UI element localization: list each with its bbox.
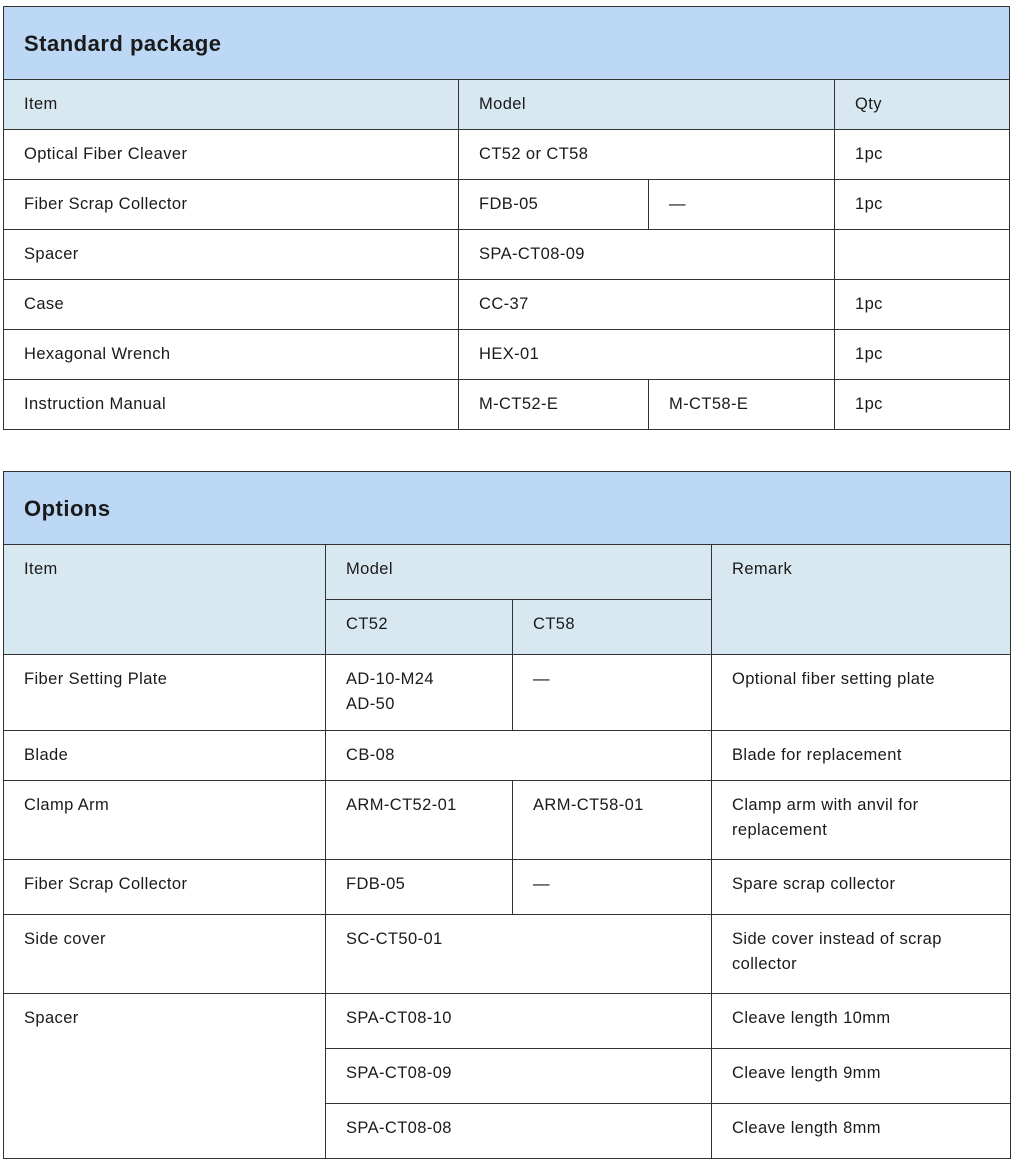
- model-ct52-cell: M-CT52-E: [459, 380, 649, 430]
- table-row: [4, 280, 1010, 330]
- standard-package-title: Standard package: [4, 7, 1010, 80]
- remark-line: Clamp arm with anvil for: [732, 796, 919, 814]
- model-cell: SPA-CT08-09: [459, 230, 835, 280]
- model-ct58-cell: —: [513, 655, 712, 731]
- header-item: Item: [4, 80, 459, 130]
- header-ct52: CT52: [326, 600, 513, 655]
- model-ct52-cell: FDB-05: [459, 180, 649, 230]
- model-ct52-cell: FDB-05: [326, 860, 513, 915]
- table-row: [4, 731, 1011, 781]
- header-item: Item: [4, 545, 326, 655]
- model-ct58-cell: —: [513, 860, 712, 915]
- table-row: [4, 781, 1011, 860]
- item-cell: Fiber Scrap Collector: [4, 860, 326, 915]
- model-ct58-cell: ARM-CT58-01: [513, 781, 712, 860]
- header-ct58: CT58: [513, 600, 712, 655]
- qty-cell: 1pc: [835, 280, 1010, 330]
- qty-cell: 1pc: [835, 130, 1010, 180]
- model-cell: CC-37: [459, 280, 835, 330]
- model-cell: HEX-01: [459, 330, 835, 380]
- remark-line: collector: [732, 955, 798, 973]
- item-cell: Fiber Scrap Collector: [4, 180, 459, 230]
- item-cell: Case: [4, 280, 459, 330]
- model-ct52-cell: [326, 655, 513, 731]
- table-row: [4, 915, 1011, 994]
- table-row: [4, 380, 1010, 430]
- model-ct58-cell: M-CT58-E: [649, 380, 835, 430]
- model-ct58-cell: —: [649, 180, 835, 230]
- remark-cell: Cleave length 9mm: [712, 1049, 1011, 1104]
- item-cell: Spacer: [4, 230, 459, 280]
- table-row: [4, 860, 1011, 915]
- remark-cell: [712, 915, 1011, 994]
- remark-cell: Spare scrap collector: [712, 860, 1011, 915]
- model-cell: SC-CT50-01: [326, 915, 712, 994]
- remark-line: Side cover instead of scrap: [732, 930, 942, 948]
- qty-cell: 1pc: [835, 380, 1010, 430]
- remark-cell: Blade for replacement: [712, 731, 1011, 781]
- table-row: [4, 180, 1010, 230]
- model-cell: CT52 or CT58: [459, 130, 835, 180]
- qty-cell: 1pc: [835, 330, 1010, 380]
- qty-cell: [835, 230, 1010, 280]
- remark-cell: [712, 781, 1011, 860]
- item-cell: Fiber Setting Plate: [4, 655, 326, 731]
- remark-line: replacement: [732, 821, 828, 839]
- model-cell: CB-08: [326, 731, 712, 781]
- table-row: [4, 230, 1010, 280]
- model-cell: SPA-CT08-08: [326, 1104, 712, 1159]
- item-cell: Side cover: [4, 915, 326, 994]
- options-title: Options: [4, 472, 1011, 545]
- item-cell: Instruction Manual: [4, 380, 459, 430]
- remark-cell: Optional fiber setting plate: [712, 655, 1011, 731]
- table-header-row: [4, 80, 1010, 130]
- header-model: Model: [326, 545, 712, 600]
- table-header-row: [4, 545, 1011, 600]
- item-cell: Spacer: [4, 994, 326, 1159]
- standard-package-table: [3, 6, 1010, 430]
- table-row: [4, 330, 1010, 380]
- remark-cell: Cleave length 8mm: [712, 1104, 1011, 1159]
- model-line: AD-10-M24: [346, 670, 434, 688]
- table-row: [4, 655, 1011, 731]
- model-cell: SPA-CT08-10: [326, 994, 712, 1049]
- model-line: AD-50: [346, 695, 395, 713]
- item-cell: Optical Fiber Cleaver: [4, 130, 459, 180]
- item-cell: Clamp Arm: [4, 781, 326, 860]
- model-ct52-cell: ARM-CT52-01: [326, 781, 513, 860]
- header-remark: Remark: [712, 545, 1011, 655]
- qty-cell: 1pc: [835, 180, 1010, 230]
- model-cell: SPA-CT08-09: [326, 1049, 712, 1104]
- options-table: [3, 471, 1011, 1159]
- item-cell: Blade: [4, 731, 326, 781]
- table-row: [4, 994, 1011, 1049]
- header-qty: Qty: [835, 80, 1010, 130]
- header-model: Model: [459, 80, 835, 130]
- table-row: [4, 130, 1010, 180]
- item-cell: Hexagonal Wrench: [4, 330, 459, 380]
- remark-cell: Cleave length 10mm: [712, 994, 1011, 1049]
